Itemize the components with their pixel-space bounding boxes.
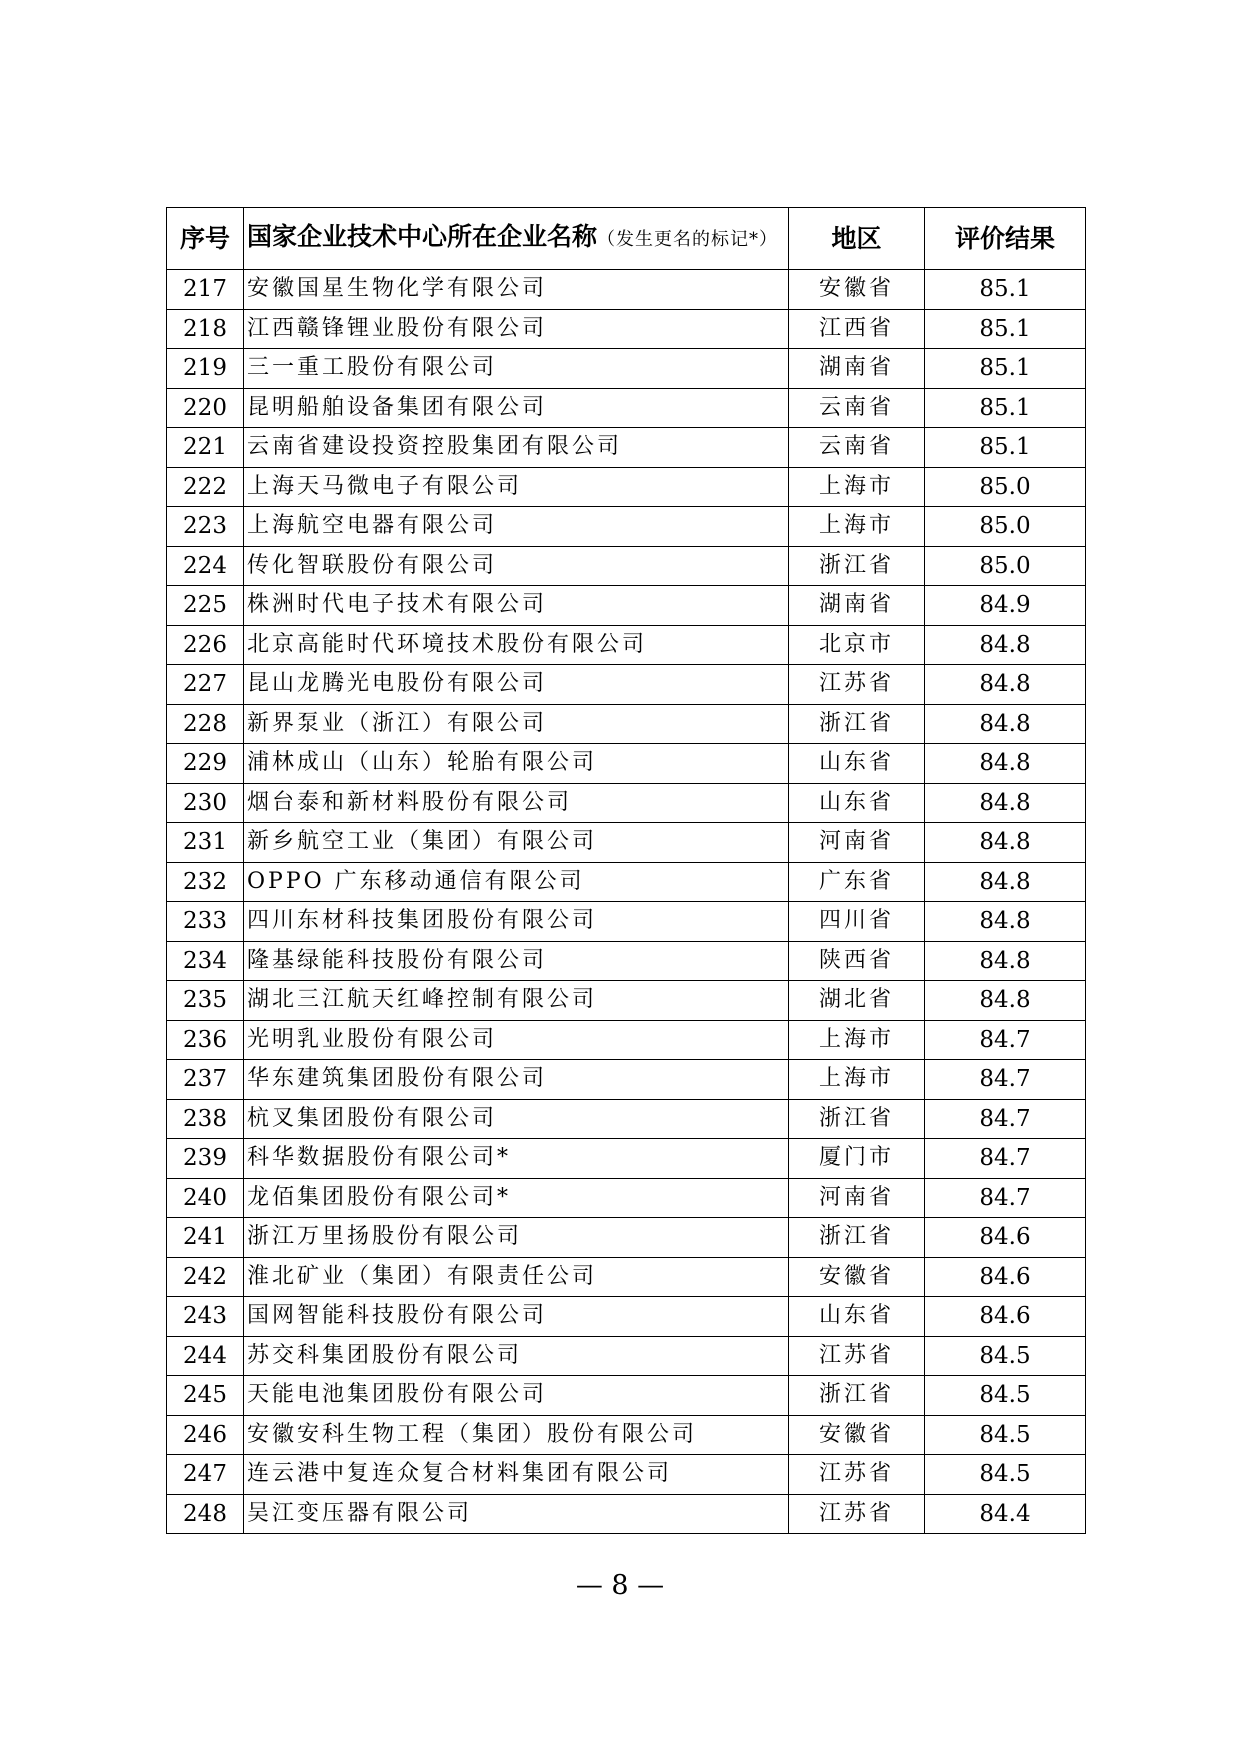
score: 84.8 [925, 665, 1086, 705]
region: 上海市 [789, 1020, 925, 1060]
region: 安徽省 [789, 270, 925, 310]
score: 84.5 [925, 1376, 1086, 1416]
region: 安徽省 [789, 1257, 925, 1297]
region: 厦门市 [789, 1139, 925, 1179]
table-row [167, 1218, 1086, 1258]
company-name: 淮北矿业（集团）有限责任公司 [244, 1257, 789, 1297]
score: 85.0 [925, 507, 1086, 547]
header-no: 序号 [167, 208, 244, 270]
row-number: 237 [167, 1060, 244, 1100]
table-row [167, 1376, 1086, 1416]
row-number: 224 [167, 546, 244, 586]
region: 上海市 [789, 467, 925, 507]
row-number: 242 [167, 1257, 244, 1297]
table-row [167, 744, 1086, 784]
company-name: 新界泵业（浙江）有限公司 [244, 704, 789, 744]
table-row [167, 902, 1086, 942]
table-row [167, 823, 1086, 863]
table-row [167, 1178, 1086, 1218]
row-number: 235 [167, 981, 244, 1021]
company-name: 新乡航空工业（集团）有限公司 [244, 823, 789, 863]
row-number: 217 [167, 270, 244, 310]
region: 山东省 [789, 744, 925, 784]
table-row [167, 309, 1086, 349]
region: 浙江省 [789, 704, 925, 744]
score: 85.1 [925, 428, 1086, 468]
row-number: 240 [167, 1178, 244, 1218]
company-name: 上海天马微电子有限公司 [244, 467, 789, 507]
row-number: 228 [167, 704, 244, 744]
score: 84.8 [925, 981, 1086, 1021]
company-name: 传化智联股份有限公司 [244, 546, 789, 586]
row-number: 241 [167, 1218, 244, 1258]
company-name: 龙佰集团股份有限公司* [244, 1178, 789, 1218]
score: 85.1 [925, 349, 1086, 389]
row-number: 226 [167, 625, 244, 665]
region: 河南省 [789, 823, 925, 863]
region: 江苏省 [789, 1455, 925, 1495]
ranking-table [166, 207, 1086, 1534]
header-name-hint: （发生更名的标记*） [597, 229, 779, 250]
header-region: 地区 [789, 208, 925, 270]
company-name: 云南省建设投资控股集团有限公司 [244, 428, 789, 468]
row-number: 229 [167, 744, 244, 784]
score: 84.8 [925, 823, 1086, 863]
row-number: 248 [167, 1494, 244, 1534]
row-number: 231 [167, 823, 244, 863]
table-row [167, 1494, 1086, 1534]
score: 84.7 [925, 1060, 1086, 1100]
company-name: 四川东材科技集团股份有限公司 [244, 902, 789, 942]
table-header-row [167, 208, 1086, 270]
table-row [167, 349, 1086, 389]
header-name-label: 国家企业技术中心所在企业名称 [247, 222, 598, 251]
region: 湖南省 [789, 349, 925, 389]
score: 84.7 [925, 1178, 1086, 1218]
company-name: 株洲时代电子技术有限公司 [244, 586, 789, 626]
row-number: 219 [167, 349, 244, 389]
table-row [167, 1099, 1086, 1139]
row-number: 218 [167, 309, 244, 349]
row-number: 223 [167, 507, 244, 547]
row-number: 233 [167, 902, 244, 942]
table-row [167, 981, 1086, 1021]
row-number: 230 [167, 783, 244, 823]
row-number: 238 [167, 1099, 244, 1139]
table-row [167, 388, 1086, 428]
row-number: 243 [167, 1297, 244, 1337]
table-row [167, 941, 1086, 981]
region: 江苏省 [789, 1336, 925, 1376]
header-score: 评价结果 [925, 208, 1086, 270]
company-name: 湖北三江航天红峰控制有限公司 [244, 981, 789, 1021]
row-number: 246 [167, 1415, 244, 1455]
region: 陕西省 [789, 941, 925, 981]
score: 84.8 [925, 625, 1086, 665]
region: 江苏省 [789, 665, 925, 705]
score: 84.8 [925, 704, 1086, 744]
region: 湖北省 [789, 981, 925, 1021]
table-row [167, 1297, 1086, 1337]
score: 85.0 [925, 546, 1086, 586]
region: 河南省 [789, 1178, 925, 1218]
score: 84.8 [925, 862, 1086, 902]
score: 84.7 [925, 1020, 1086, 1060]
company-name: 隆基绿能科技股份有限公司 [244, 941, 789, 981]
company-name: 上海航空电器有限公司 [244, 507, 789, 547]
table-row [167, 546, 1086, 586]
company-name: 北京高能时代环境技术股份有限公司 [244, 625, 789, 665]
company-name: 烟台泰和新材料股份有限公司 [244, 783, 789, 823]
company-name: 三一重工股份有限公司 [244, 349, 789, 389]
company-name: 杭叉集团股份有限公司 [244, 1099, 789, 1139]
score: 85.0 [925, 467, 1086, 507]
region: 浙江省 [789, 1218, 925, 1258]
row-number: 236 [167, 1020, 244, 1060]
company-name: 连云港中复连众复合材料集团有限公司 [244, 1455, 789, 1495]
region: 湖南省 [789, 586, 925, 626]
score: 84.8 [925, 902, 1086, 942]
score: 84.7 [925, 1099, 1086, 1139]
region: 上海市 [789, 1060, 925, 1100]
company-name: 安徽国星生物化学有限公司 [244, 270, 789, 310]
table-row [167, 665, 1086, 705]
region: 安徽省 [789, 1415, 925, 1455]
region: 浙江省 [789, 1376, 925, 1416]
company-name: 昆明船舶设备集团有限公司 [244, 388, 789, 428]
company-name: 浙江万里扬股份有限公司 [244, 1218, 789, 1258]
score: 84.4 [925, 1494, 1086, 1534]
company-name: 华东建筑集团股份有限公司 [244, 1060, 789, 1100]
company-name: 浦林成山（山东）轮胎有限公司 [244, 744, 789, 784]
region: 广东省 [789, 862, 925, 902]
region: 山东省 [789, 1297, 925, 1337]
table-row [167, 1060, 1086, 1100]
score: 84.6 [925, 1297, 1086, 1337]
page-number: — 8 — [575, 1570, 665, 1601]
score: 84.8 [925, 941, 1086, 981]
score: 84.8 [925, 744, 1086, 784]
table-row [167, 507, 1086, 547]
score: 85.1 [925, 309, 1086, 349]
score: 84.5 [925, 1336, 1086, 1376]
table-row [167, 625, 1086, 665]
table-row [167, 1455, 1086, 1495]
row-number: 239 [167, 1139, 244, 1179]
company-name: 国网智能科技股份有限公司 [244, 1297, 789, 1337]
region: 上海市 [789, 507, 925, 547]
row-number: 225 [167, 586, 244, 626]
region: 江苏省 [789, 1494, 925, 1534]
region: 浙江省 [789, 546, 925, 586]
company-name: 天能电池集团股份有限公司 [244, 1376, 789, 1416]
region: 浙江省 [789, 1099, 925, 1139]
table-row [167, 1139, 1086, 1179]
company-name: 苏交科集团股份有限公司 [244, 1336, 789, 1376]
score: 84.9 [925, 586, 1086, 626]
company-name: 江西赣锋锂业股份有限公司 [244, 309, 789, 349]
table-row [167, 1020, 1086, 1060]
score: 84.6 [925, 1257, 1086, 1297]
table-row [167, 1336, 1086, 1376]
header-name [244, 208, 789, 270]
score: 85.1 [925, 388, 1086, 428]
table-row [167, 270, 1086, 310]
table-row [167, 704, 1086, 744]
region: 北京市 [789, 625, 925, 665]
company-name: 科华数据股份有限公司* [244, 1139, 789, 1179]
score: 84.6 [925, 1218, 1086, 1258]
company-name: 安徽安科生物工程（集团）股份有限公司 [244, 1415, 789, 1455]
row-number: 227 [167, 665, 244, 705]
table-row [167, 783, 1086, 823]
region: 四川省 [789, 902, 925, 942]
row-number: 247 [167, 1455, 244, 1495]
table-row [167, 428, 1086, 468]
table-row [167, 1257, 1086, 1297]
table-row [167, 1415, 1086, 1455]
company-name: 昆山龙腾光电股份有限公司 [244, 665, 789, 705]
score: 84.5 [925, 1455, 1086, 1495]
row-number: 232 [167, 862, 244, 902]
table-row [167, 586, 1086, 626]
region: 山东省 [789, 783, 925, 823]
table-row [167, 467, 1086, 507]
score: 85.1 [925, 270, 1086, 310]
row-number: 245 [167, 1376, 244, 1416]
company-name: 光明乳业股份有限公司 [244, 1020, 789, 1060]
region: 云南省 [789, 388, 925, 428]
table-row [167, 862, 1086, 902]
score: 84.8 [925, 783, 1086, 823]
score: 84.5 [925, 1415, 1086, 1455]
row-number: 234 [167, 941, 244, 981]
region: 江西省 [789, 309, 925, 349]
score: 84.7 [925, 1139, 1086, 1179]
company-name: 吴江变压器有限公司 [244, 1494, 789, 1534]
company-name: OPPO 广东移动通信有限公司 [244, 862, 789, 902]
row-number: 222 [167, 467, 244, 507]
row-number: 221 [167, 428, 244, 468]
region: 云南省 [789, 428, 925, 468]
row-number: 244 [167, 1336, 244, 1376]
row-number: 220 [167, 388, 244, 428]
